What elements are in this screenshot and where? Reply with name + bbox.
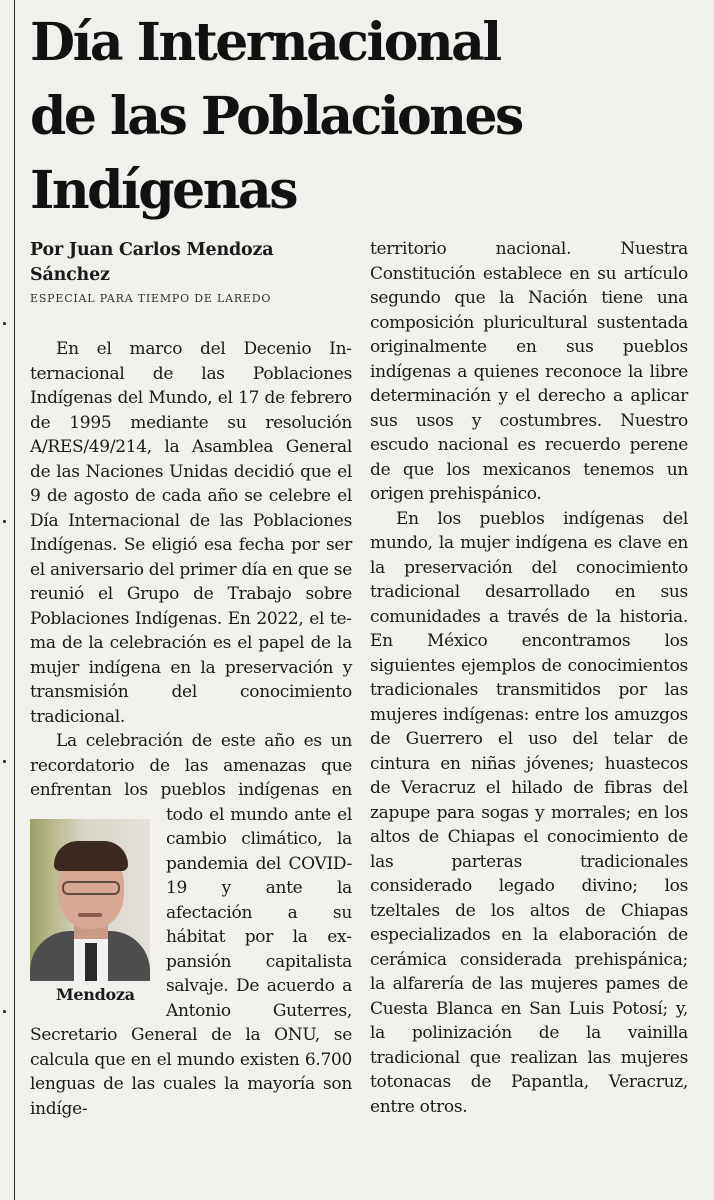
- paragraph: territorio nacional. Nuestra Constitución establece en su artículo segundo que la Nación tiene una composición pluricultural sustentada originalmente en sus pueblos indígenas a quienes reconoce la libre determinación y el derecho a aplicar sus usos y costumbres. Nuestro escudo nacional es recuerdo perene de que los mexicanos tenemos un origen prehispánico.: [370, 239, 688, 504]
- paragraph: En los pueblos indígenas del mundo, la mujer indígena es clave en la preservación del conocimiento tradicional desarrollado en sus comunidades a través de la historia. En México encontramos los siguientes ejemplos de conocimientos tradicionales transmitidos por las mujeres indígenas: entre los amuzgos de Guerrero el uso del telar de cintura en niñas jóvenes; huastecos de Veracruz el hilado de fibras del zapupe para sogas y morrales; en los altos de Chiapas el conocimiento de las parteras tradicionales considerado legado divino; los tzeltales de los altos de Chiapas especializados en la elaboración de cerámica considerada prehispánica; la alfarería de las mujeres pames de Cuesta Blanca en San Luis Potosí; y, la polinización de la vainilla tradicional que realizan las mujeres totonacas de Papantla, Veracruz, entre otros.: [370, 508, 688, 1117]
- headline: [30, 6, 710, 228]
- paragraph: En el marco del Decenio Internacional de las Poblaciones Indígenas del Mundo, el 17 de febrero de 1995 mediante su resolución A/RES/49/214, la Asamblea General de las Naciones Unidas decidió que el 9 de agosto de cada año se celebre el Día Internacional de las Poblaciones Indígenas. Se eligió esa fecha por ser el aniversario del primer día en que se reunió el Grupo de Trabajo sobre Poblaciones Indígenas. En 2022, el tema de la celebración es el papel de la mujer indígena en la preservación y transmisión del conocimiento tradicional.: [30, 339, 352, 727]
- headline-line-1: Día Internacional: [30, 12, 500, 73]
- margin-mark: [3, 1010, 6, 1013]
- article-column-2: [370, 237, 688, 1119]
- author-photo-block: [30, 819, 158, 1006]
- margin-mark: [3, 322, 6, 325]
- paragraph-text: La celebración de este año es un recordatorio de las amenazas que enfrentan los pueblos indígenas: [30, 731, 352, 800]
- column-divider-rule: [14, 0, 15, 1200]
- margin-mark: [3, 520, 6, 523]
- headline-line-3: Indígenas: [30, 160, 296, 221]
- photo-caption: Mendoza: [56, 984, 135, 1004]
- author-portrait-icon: [30, 819, 150, 981]
- byline: Por Juan Carlos Mendoza Sánchez: [30, 240, 274, 285]
- article-column-1: [30, 337, 352, 1121]
- kicker: ESPECIAL PARA TIEMPO DE LAREDO: [30, 292, 272, 305]
- headline-line-2: de las Poblaciones: [30, 86, 522, 147]
- paragraph-text: en todo el mundo ante el cambio climático, la pandemia del COVID-19 y ante la afectación a su hábitat por la expansión capitalista salvaje. De acuerdo a Antonio Guterres, Secretario General de la ONU, se calcula que en el mundo existen 6.700 lenguas de las cuales la mayoría son indíge-: [30, 780, 352, 1119]
- paragraph: [30, 729, 352, 1121]
- margin-mark: [3, 760, 6, 763]
